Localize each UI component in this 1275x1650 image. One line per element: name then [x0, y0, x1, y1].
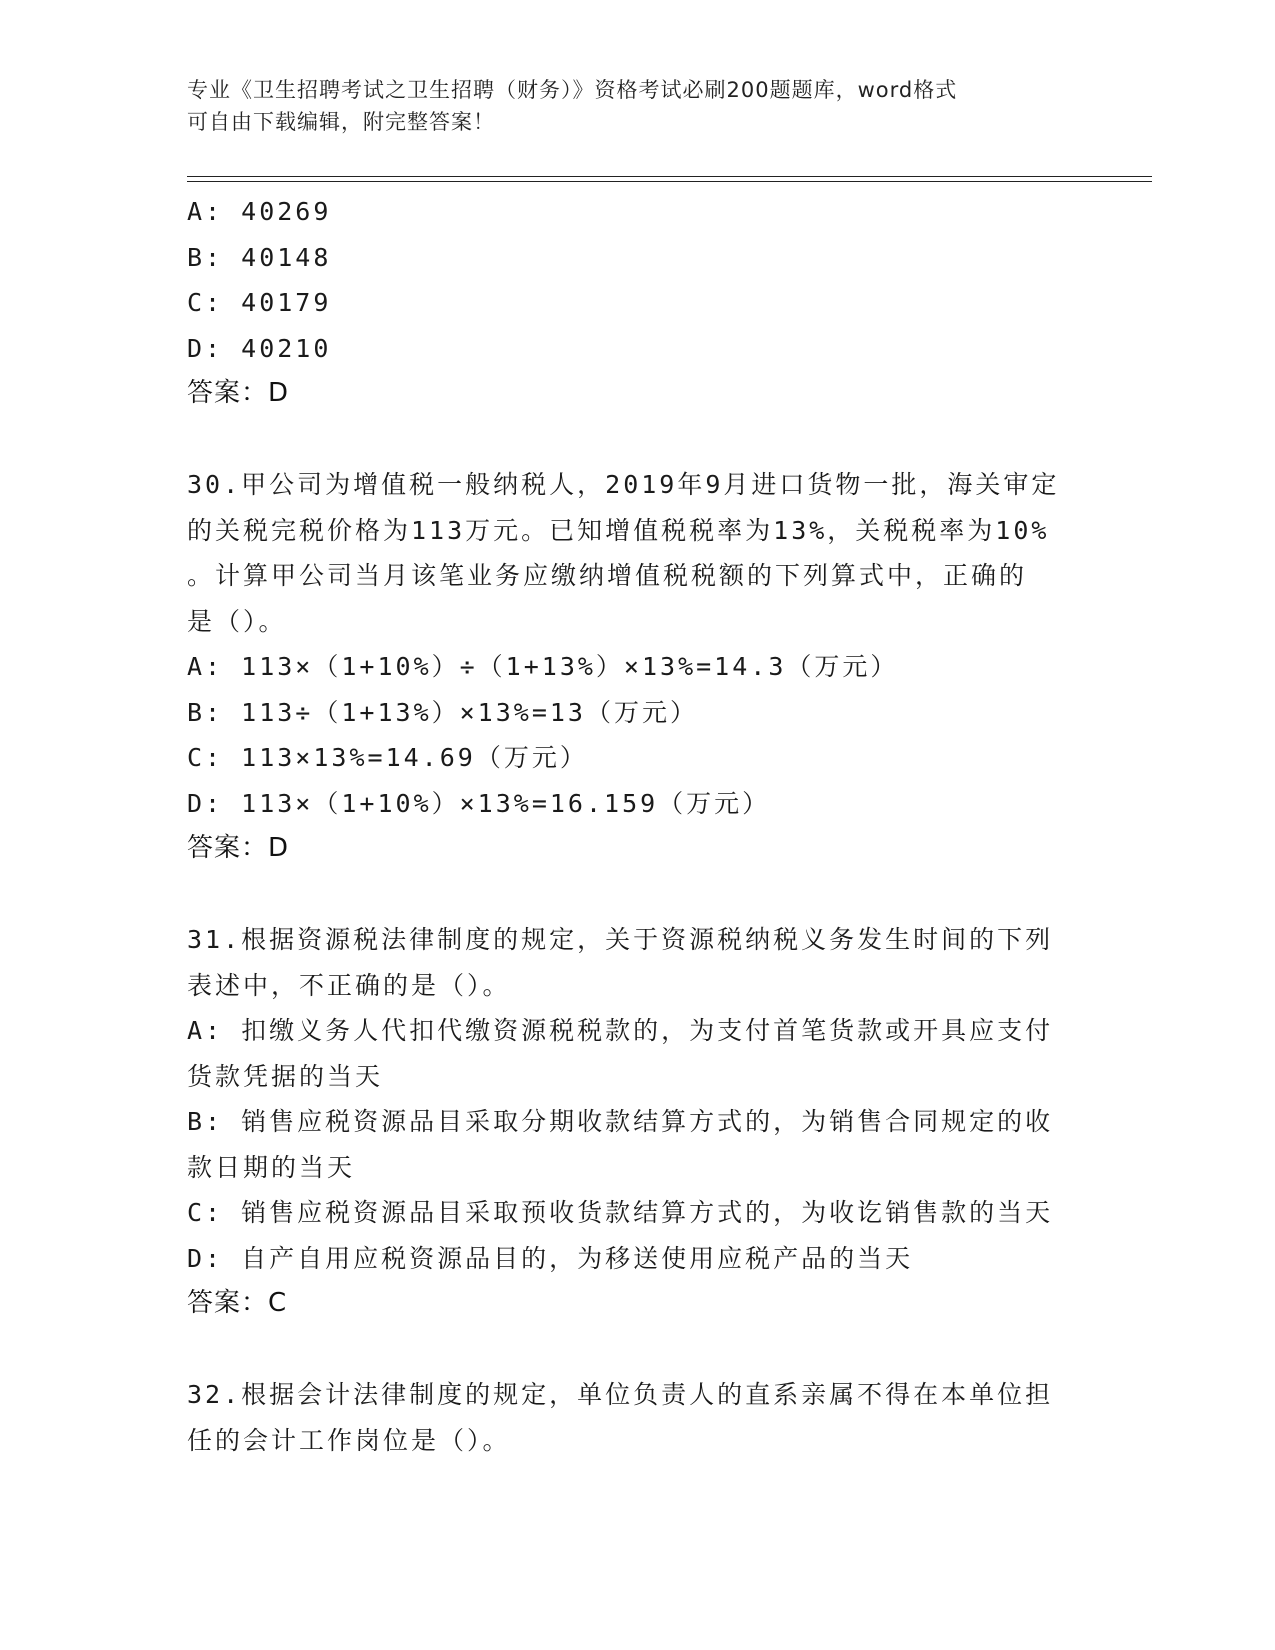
option-a: A: 扣缴义务人代扣代缴资源税税款的，为支付首笔货款或开具应支付	[187, 1016, 1054, 1045]
option-c: C: 销售应税资源品目采取预收货款结算方式的，为收讫销售款的当天	[187, 1198, 1054, 1227]
question-stem-line: 31.根据资源税法律制度的规定，关于资源税纳税义务发生时间的下列	[187, 925, 1054, 954]
option-b: B: 销售应税资源品目采取分期收款结算方式的，为销售合同规定的收	[187, 1107, 1054, 1136]
option-d: D: 113×（1+10%）×13%=16.159（万元）	[187, 788, 771, 818]
option-b: B: 113÷（1+13%）×13%=13（万元）	[187, 697, 698, 727]
question-32	[187, 1372, 1087, 1463]
option-a: A: 40269	[187, 197, 332, 226]
spacer	[187, 872, 1087, 918]
question-stem-line: 。计算甲公司当月该笔业务应缴纳增值税税额的下列算式中，正确的	[187, 561, 1028, 590]
header-divider-bottom	[187, 181, 1152, 182]
question-stem-line: 是（）。	[187, 606, 287, 636]
question-stem-line: 32.根据会计法律制度的规定，单位负责人的直系亲属不得在本单位担	[187, 1380, 1054, 1409]
spacer	[187, 417, 1087, 463]
question-31	[187, 917, 1087, 1327]
answer-line: 答案：D	[187, 378, 290, 408]
option-a: A: 113×（1+10%）÷（1+13%）×13%=14.3（万元）	[187, 652, 899, 681]
question-stem-line: 30.甲公司为增值税一般纳税人，2019年9月进口货物一批，海关审定	[187, 470, 1060, 499]
option-d: D: 40210	[187, 333, 332, 363]
answer-line: 答案：D	[187, 833, 290, 863]
header-line-1: 专业《卫生招聘考试之卫生招聘（财务）》资格考试必刷200题题库，word格式	[187, 78, 958, 102]
option-b-continued: 款日期的当天	[187, 1152, 356, 1182]
option-b: B: 40148	[187, 242, 332, 272]
question-stem-line: 任的会计工作岗位是（）。	[187, 1425, 511, 1455]
question-stem-line: 的关税完税价格为113万元。已知增值税税率为13%，关税税率为10%	[187, 515, 1050, 545]
answer-line: 答案：C	[187, 1288, 288, 1318]
document-header	[187, 74, 1067, 138]
option-c: C: 113×13%=14.69（万元）	[187, 743, 588, 772]
question-29	[187, 189, 1087, 417]
spacer	[187, 1327, 1087, 1373]
document-body	[187, 189, 1087, 1463]
question-30	[187, 462, 1087, 872]
option-c: C: 40179	[187, 288, 332, 317]
question-stem-line: 表述中，不正确的是（）。	[187, 970, 511, 1000]
option-a-continued: 货款凭据的当天	[187, 1061, 384, 1091]
header-line-2: 可自由下载编辑，附完整答案！	[187, 110, 495, 134]
option-d: D: 自产自用应税资源品目的，为移送使用应税产品的当天	[187, 1243, 914, 1273]
header-divider-top	[187, 176, 1152, 177]
